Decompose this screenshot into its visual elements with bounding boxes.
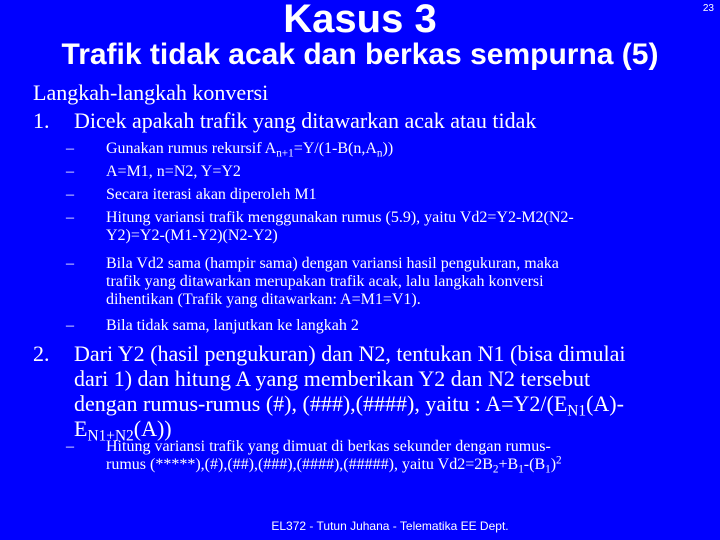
page-number: 23 bbox=[702, 3, 714, 14]
bullet-dash: – bbox=[66, 186, 74, 203]
slide-footer: EL372 - Tutun Juhana - Telematika EE Dept. bbox=[271, 519, 509, 533]
bullet-dash: – bbox=[66, 317, 74, 334]
step-1-item-d: Hitung variansi trafik menggunakan rumus (5.9), yaitu Vd2=Y2-M2(N2- Y2)=Y2-(M1-Y2)(N2-Y2) bbox=[106, 209, 574, 244]
step-1-text: Dicek apakah trafik yang ditawarkan acak atau tidak bbox=[74, 108, 537, 133]
step-2-text: Dari Y2 (hasil pengukuran) dan N2, tentukan N1 (bisa dimulai dari 1) dan hitung A yang memberikan Y2 dan N2 tersebut dengan rumus-rumus (#), (###),(####), yaitu : $A=Y2/(E_{N1}(A)-$ $E_{N1+N2}(A)$) bbox=[74, 341, 626, 445]
step-1-item-e: Bila Vd2 sama (hampir sama) dengan variansi hasil pengukuran, maka trafik yang ditawarkan merupakan trafik acak, lalu langkah konversi dihentikan (Trafik yang ditawarkan: A=M1=V1). bbox=[106, 255, 559, 308]
slide-subtitle: Trafik tidak acak dan berkas sempurna (5) bbox=[61, 38, 659, 71]
intro-text: Langkah-langkah konversi bbox=[33, 80, 269, 105]
step-1-number: 1. bbox=[33, 108, 50, 133]
bullet-dash: – bbox=[66, 140, 74, 157]
bullet-dash: – bbox=[66, 209, 74, 226]
bullet-dash: – bbox=[66, 255, 74, 272]
step-1-item-a: Gunakan rumus rekursif $A_{n+1}=Y/(1-B(n,A_n))$ bbox=[106, 140, 394, 160]
step-1-item-b: A=M1, n=N2, Y=Y2 bbox=[106, 163, 241, 180]
step-1-item-c: Secara iterasi akan diperoleh M1 bbox=[106, 186, 317, 203]
step-2-number: 2. bbox=[33, 341, 50, 366]
slide-title: Kasus 3 bbox=[283, 0, 437, 41]
bullet-dash: – bbox=[66, 438, 74, 455]
step-1-item-f: Bila tidak sama, lanjutkan ke langkah 2 bbox=[106, 317, 359, 334]
step-2-subitem: Hitung variansi trafik yang dimuat di berkas sekunder dengan rumus- rumus (*****),(#),(##),(###),(####),(#####), yaitu $Vd2=2B_2+B_1-(B_1)^2$ bbox=[106, 438, 562, 476]
bullet-dash: – bbox=[66, 163, 74, 180]
